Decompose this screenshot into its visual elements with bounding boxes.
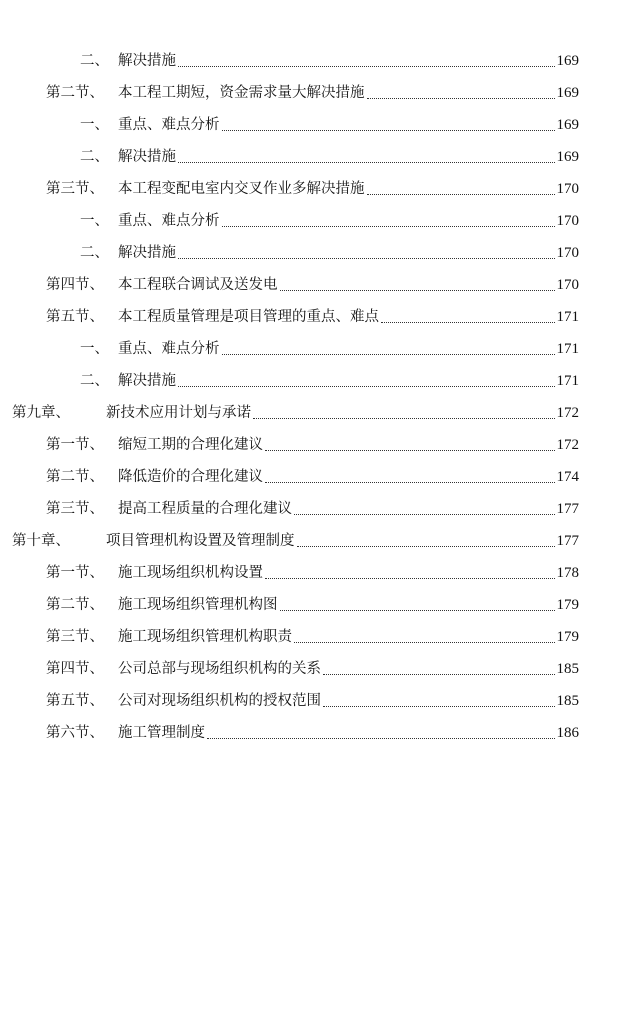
dot-leader [323,705,555,707]
toc-entry-page-number: 169 [556,149,579,165]
toc-entry[interactable] [0,205,619,237]
toc-entry-number: 第三节、 [46,629,104,645]
toc-entry-number: 二、 [80,245,109,261]
toc-entry-title: 施工现场组织管理机构图 [118,597,278,613]
dot-leader [178,257,555,259]
toc-entry-title: 公司对现场组织机构的授权范围 [118,693,321,709]
dot-leader [178,161,555,163]
dot-leader [222,353,555,355]
toc-entry-title: 解决措施 [118,245,176,261]
toc-entry[interactable] [0,557,619,589]
dot-leader [381,321,555,323]
toc-entry[interactable] [0,589,619,621]
dot-leader [265,481,555,483]
dot-leader [222,225,555,227]
toc-entry-page-number: 172 [556,437,579,453]
dot-leader [265,577,555,579]
toc-entry[interactable] [0,109,619,141]
toc-entry-page-number: 179 [556,629,579,645]
dot-leader [367,97,555,99]
dot-leader [367,193,555,195]
toc-entry-title: 施工管理制度 [118,725,205,741]
toc-entry-title: 本工程质量管理是项目管理的重点、难点 [118,309,379,325]
toc-entry[interactable] [0,301,619,333]
toc-entry-number: 第二节、 [46,469,104,485]
toc-entry[interactable] [0,333,619,365]
toc-entry-title: 解决措施 [118,373,176,389]
toc-entry-title: 施工现场组织管理机构职责 [118,629,292,645]
toc-entry-page-number: 170 [556,245,579,261]
toc-entry-page-number: 171 [556,373,579,389]
toc-entry-title: 解决措施 [118,53,176,69]
toc-entry-page-number: 185 [556,661,579,677]
toc-entry-number: 第一节、 [46,437,104,453]
toc-entry-page-number: 170 [556,277,579,293]
dot-leader [294,513,555,515]
toc-entry-title: 缩短工期的合理化建议 [118,437,263,453]
dot-leader [280,609,555,611]
toc-entry-page-number: 171 [556,341,579,357]
toc-entry-number: 第五节、 [46,693,104,709]
toc-entry-number: 一、 [80,117,109,133]
toc-entry-number: 第二节、 [46,85,104,101]
toc-entry-title: 本工程联合调试及送发电 [118,277,278,293]
toc-entry-title: 公司总部与现场组织机构的关系 [118,661,321,677]
toc-entry-number: 第十章、 [12,533,70,549]
dot-leader [265,449,555,451]
toc-entry-title: 新技术应用计划与承诺 [106,405,251,421]
dot-leader [297,545,555,547]
toc-entry-page-number: 186 [556,725,579,741]
toc-entry-page-number: 172 [556,405,579,421]
toc-entry-number: 第五节、 [46,309,104,325]
toc-entry[interactable] [0,717,619,749]
toc-entry[interactable] [0,269,619,301]
toc-entry-title: 解决措施 [118,149,176,165]
toc-entry-title: 提高工程质量的合理化建议 [118,501,292,517]
toc-entry[interactable] [0,429,619,461]
toc-entry-title: 本工程变配电室内交叉作业多解决措施 [118,181,365,197]
toc-entry-number: 第九章、 [12,405,70,421]
toc-entry-title: 重点、难点分析 [118,117,220,133]
dot-leader [280,289,555,291]
toc-entry-number: 二、 [80,373,109,389]
toc-entry-number: 第四节、 [46,661,104,677]
toc-entry-page-number: 170 [556,181,579,197]
toc-entry[interactable] [0,621,619,653]
toc-entry-title: 本工程工期短，资金需求量大解决措施 [118,85,365,101]
toc-entry[interactable] [0,685,619,717]
toc-entry-page-number: 174 [556,469,579,485]
toc-entry-number: 第四节、 [46,277,104,293]
toc-entry-number: 二、 [80,149,109,165]
toc-entry-number: 第一节、 [46,565,104,581]
toc-entry[interactable] [0,397,619,429]
toc-entry-page-number: 177 [556,501,579,517]
toc-entry[interactable] [0,237,619,269]
toc-entry[interactable] [0,141,619,173]
toc-entry-page-number: 169 [556,53,579,69]
toc-entry-number: 第六节、 [46,725,104,741]
toc-entry-number: 第二节、 [46,597,104,613]
dot-leader [178,385,555,387]
dot-leader [207,737,555,739]
toc-entry-title: 项目管理机构设置及管理制度 [106,533,295,549]
toc-entry-number: 一、 [80,213,109,229]
toc-entry[interactable] [0,461,619,493]
toc-entry-page-number: 177 [556,533,579,549]
toc-entry[interactable] [0,173,619,205]
dot-leader [253,417,555,419]
toc-entry-title: 重点、难点分析 [118,213,220,229]
toc-entry-page-number: 178 [556,565,579,581]
toc-entry[interactable] [0,365,619,397]
toc-entry[interactable] [0,45,619,77]
toc-entry[interactable] [0,525,619,557]
dot-leader [294,641,555,643]
dot-leader [222,129,555,131]
toc-entry-number: 二、 [80,53,109,69]
toc-entry-title: 降低造价的合理化建议 [118,469,263,485]
dot-leader [178,65,555,67]
dot-leader [323,673,555,675]
toc-entry-page-number: 171 [556,309,579,325]
toc-entry[interactable] [0,653,619,685]
toc-entry-number: 第三节、 [46,501,104,517]
toc-entry-title: 重点、难点分析 [118,341,220,357]
toc-entry[interactable] [0,77,619,109]
toc-entry-page-number: 170 [556,213,579,229]
toc-entry[interactable] [0,493,619,525]
toc-entry-title: 施工现场组织机构设置 [118,565,263,581]
toc-entry-page-number: 185 [556,693,579,709]
toc-entry-number: 第三节、 [46,181,104,197]
toc-entry-page-number: 179 [556,597,579,613]
table-of-contents [0,45,619,749]
toc-entry-page-number: 169 [556,117,579,133]
toc-entry-number: 一、 [80,341,109,357]
toc-entry-page-number: 169 [556,85,579,101]
